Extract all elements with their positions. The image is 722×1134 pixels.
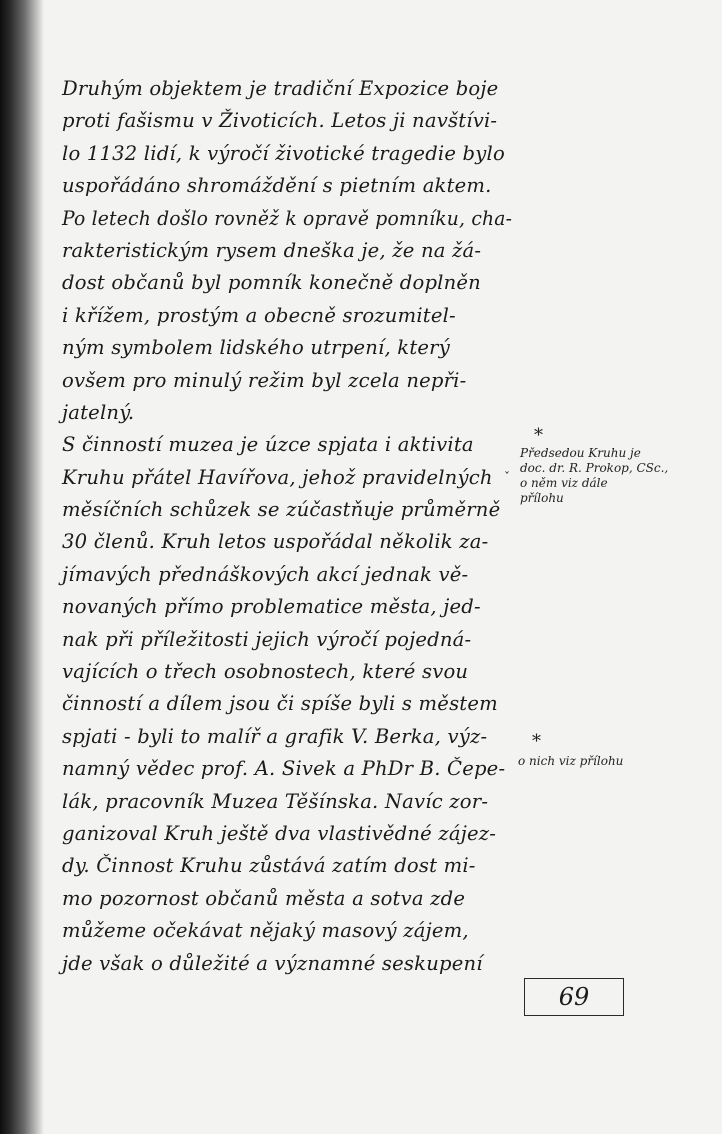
text-line: lák, pracovník Muzea Těšínska. Navíc zor- xyxy=(62,788,489,813)
text-line: namný vědec prof. A. Sivek a PhDr B. Čepe- xyxy=(62,756,506,781)
handwritten-body-text xyxy=(62,72,522,979)
text-line: novaných přímo problematice města, jed- xyxy=(62,594,481,619)
text-line: rakteristickým rysem dneška je, že na žá- xyxy=(62,237,482,262)
text-line: 30 členů. Kruh letos uspořádal několik za- xyxy=(62,529,489,554)
page-number-value: 69 xyxy=(558,983,590,1011)
text-line: lo 1132 lidí, k výročí životické tragedie bylo xyxy=(62,140,505,165)
text-line: měsíčních schůzek se zúčastňuje průměrně xyxy=(62,497,501,522)
text-line: jatelný. xyxy=(62,399,135,424)
margin-note-chairman xyxy=(520,425,715,506)
asterisk-icon: * xyxy=(532,731,541,752)
text-line: i křížem, prostým a obecně srozumitel- xyxy=(62,302,456,327)
margin-note-line: přílohu xyxy=(520,491,564,505)
text-line: vajících o třech osobnostech, které svou xyxy=(62,659,469,684)
text-line: ovšem pro minulý režim byl zcela nepři- xyxy=(62,367,467,392)
text-line: ganizoval Kruh ještě dva vlastivědné zájez- xyxy=(62,820,497,845)
text-line: Po letech došlo rovněž k opravě pomníku, cha- xyxy=(62,205,513,230)
margin-note-line: o nich viz přílohu xyxy=(518,754,624,768)
page-number xyxy=(524,978,624,1016)
text-line: dy. Činnost Kruhu zůstává zatím dost mi- xyxy=(62,853,476,878)
text-line: mo pozornost občanů města a sotva zde xyxy=(62,885,466,910)
text-line: spjati - byli to malíř a grafik V. Berka, výz- xyxy=(62,723,488,748)
text-line: Kruhu přátel Havířova, jehož pravidelných xyxy=(62,464,493,489)
text-line: ným symbolem lidského utrpení, který xyxy=(62,335,450,360)
margin-note-appendix xyxy=(518,731,718,769)
text-line: S činností muzea je úzce spjata i aktivita xyxy=(62,432,474,457)
text-line: Druhým objektem je tradiční Expozice boje xyxy=(62,76,499,100)
scan-shadow-edge xyxy=(0,0,44,1134)
text-line: můžeme očekávat nějaký masový zájem, xyxy=(62,918,469,943)
margin-note-line: o něm viz dále xyxy=(520,476,608,490)
text-line: uspořádáno shromáždění s pietním aktem. xyxy=(62,173,492,198)
text-line: nak při příležitosti jejich výročí pojedná- xyxy=(62,626,472,651)
text-line: jímavých přednáškových akcí jednak vě- xyxy=(62,561,469,586)
text-line: proti fašismu v Životicích. Letos ji navštívi- xyxy=(62,108,498,133)
text-line: dost občanů byl pomník konečně doplněn xyxy=(62,270,481,295)
asterisk-icon: * xyxy=(534,425,543,446)
text-line: jde však o důležité a významné seskupení xyxy=(62,950,483,975)
margin-note-line: doc. dr. R. Prokop, CSc., xyxy=(520,461,669,475)
text-line: činností a dílem jsou či spíše byli s městem xyxy=(62,691,498,716)
margin-note-line: Předsedou Kruhu je xyxy=(520,446,641,460)
insertion-mark: ˇ xyxy=(504,470,510,484)
